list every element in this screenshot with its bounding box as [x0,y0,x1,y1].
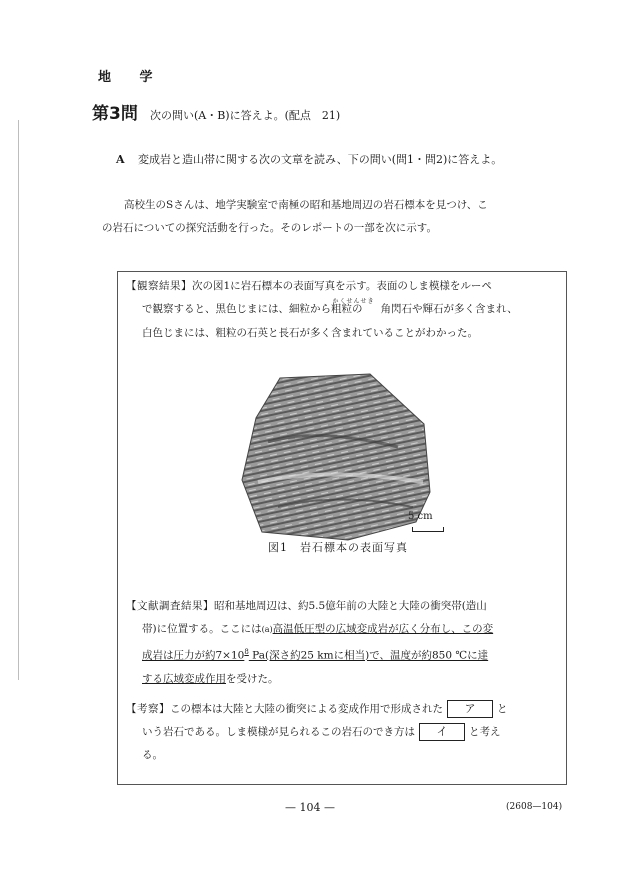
literature-line-2-underlined: 高温低圧型の広域変成岩が広く分布し、この変 [272,623,494,635]
ruby-reading: かくせんせき [332,298,375,305]
literature-block [126,595,558,691]
intro-line-1: 高校生のSさんは、地学実験室で南極の昭和基地周辺の岩石標本を見つけ、こ [124,199,488,211]
question-instruction: 次の問い(A・B)に答えよ。(配点 21) [149,109,341,122]
literature-line-4b: を受けた。 [226,672,279,685]
literature-line-1: 昭和基地周辺は、約5.5億年前の大陸と大陸の衝突帯(造山 [214,600,487,612]
discussion-line-3: る。 [142,749,163,761]
rock-specimen-shape [242,374,430,540]
observation-line-1: 次の図1に岩石標本の表面写真を示す。表面のしま模様をルーペ [192,280,492,292]
literature-tag: 【文献調査結果】 [126,600,214,612]
scale-label: 5 cm [408,511,433,522]
intro-line-2: の岩石についての探究活動を行った。そのレポートの一部を次に示す。 [102,222,437,234]
intro-paragraph [102,194,562,240]
discussion-line-2b: と考え [469,726,501,738]
question-header [92,99,340,124]
margin-rule [18,120,19,680]
page-code: (2608—104) [506,802,563,812]
report-box [117,271,567,785]
scale-bar [412,527,444,532]
literature-line-2a: 帯)に位置する。ここには [142,623,262,635]
discussion-line-2a: いう岩石である。しま模様が見られるこの岩石のでき方は [142,726,415,738]
page-number: — 104 — [285,801,335,814]
observation-line-2b: 角閃石や輝石が多く含まれ、 [380,303,518,315]
observation-tag: 【観察結果】 [126,280,192,292]
figure-caption: 図1 岩石標本の表面写真 [268,541,408,554]
subject-title: 地 学 [98,70,165,85]
observation-line-2a: で観察すると、黒色じまには、細粒から粗粒の [142,303,363,315]
literature-line-3b: Pa(深さ約25 kmに相当)で、温度が約850 ℃に達 [248,649,489,662]
discussion-block [126,698,558,767]
answer-blank-a: ア [447,700,493,718]
observation-block [126,275,558,345]
question-number: 第3問 [92,104,138,124]
discussion-line-1b: と [497,703,508,715]
discussion-tag: 【考察】 [126,703,170,715]
section-letter: A [116,153,125,166]
pressure-exponent: 8 [244,648,249,656]
section-text: 変成岩と造山帯に関する次の文章を読み、下の問い(問1・問2)に答えよ。 [138,153,503,166]
answer-blank-i: イ [419,723,465,741]
discussion-line-1a: この標本は大陸と大陸の衝突による変成作用で形成された [170,703,443,715]
footnote-marker: (a) [261,625,273,634]
literature-line-3a: 成岩は圧力が約7×10 [142,649,245,662]
observation-line-3: 白色じまには、粗粒の石英と長石が多く含まれていることがわかった。 [142,327,478,339]
section-a-header [116,151,502,167]
literature-line-4-underlined: する広域変成作用 [142,672,226,685]
